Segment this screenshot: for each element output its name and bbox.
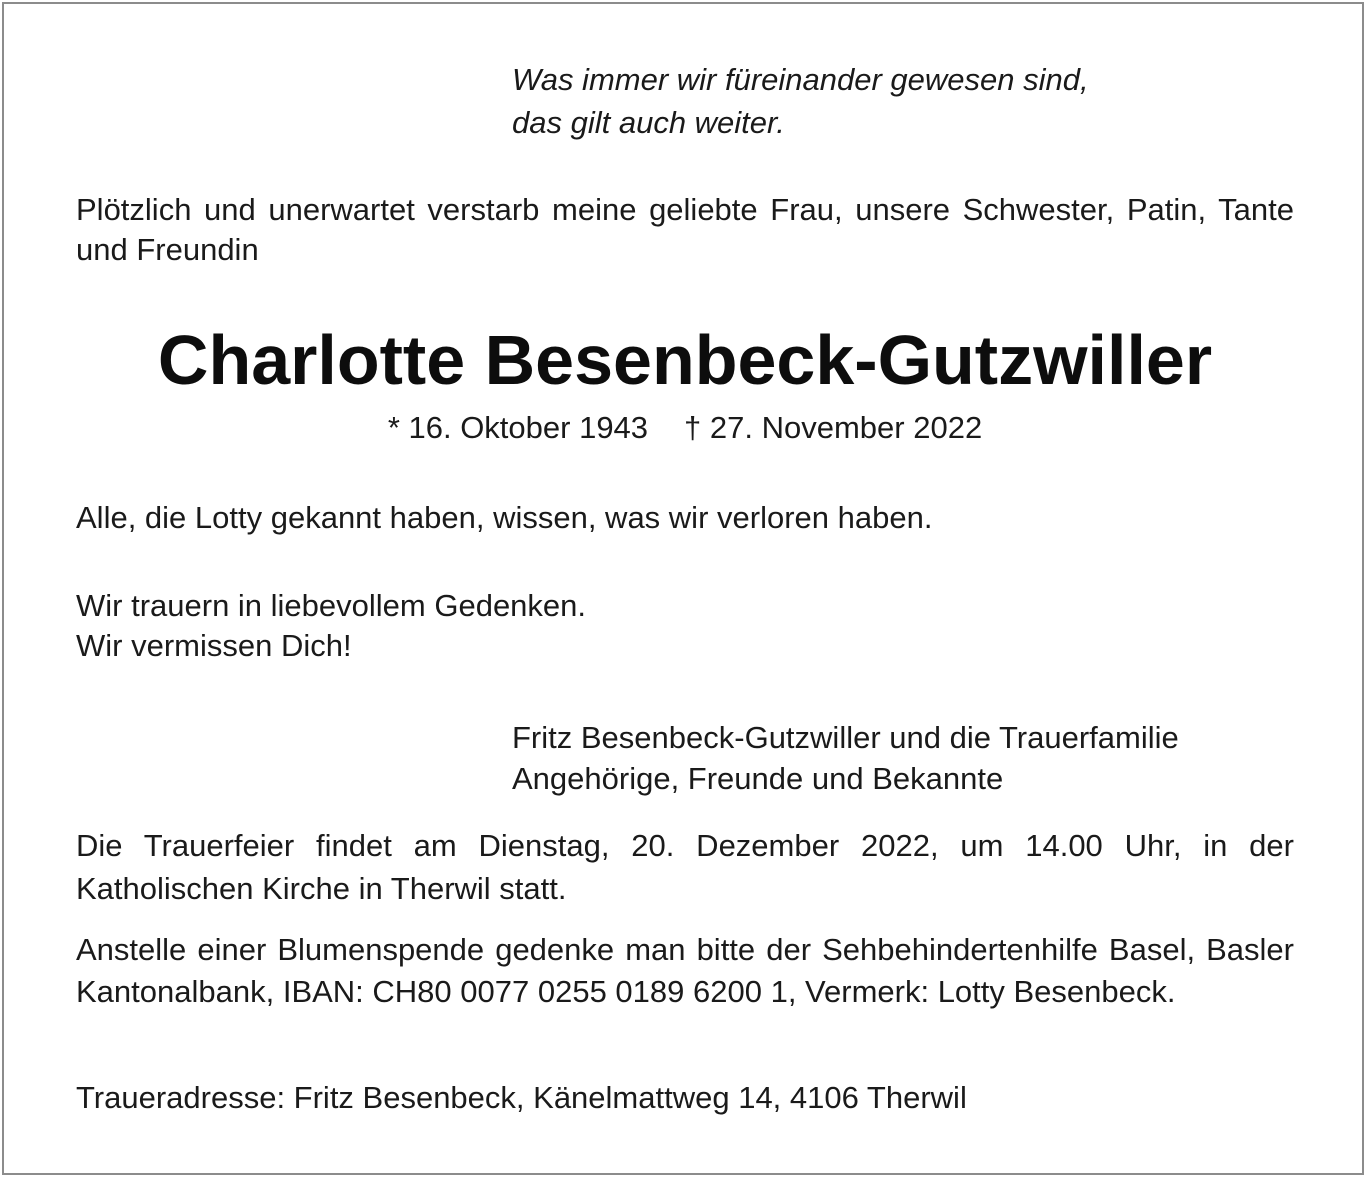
mourning-line-1: Wir trauern in liebevollem Gedenken. <box>76 588 587 623</box>
deceased-name: Charlotte Besenbeck-Gutzwiller <box>157 321 1213 399</box>
mourning-address: Traueradresse: Fritz Besenbeck, Känelmattweg 14, 4106 Therwil <box>76 1080 967 1115</box>
mourning-text <box>76 586 1294 666</box>
ceremony-info: Die Trauerfeier findet am Dienstag, 20. Dezember 2022, um 14.00 Uhr, in der Katholischen Kirche in Therwil statt. <box>76 828 1294 906</box>
death-date: † 27. November 2022 <box>684 410 983 445</box>
signers-block <box>512 717 1179 799</box>
signers-line-2: Angehörige, Freunde und Bekannte <box>512 761 1004 796</box>
life-dates <box>0 408 1370 448</box>
birth-date: * 16. Oktober 1943 <box>387 410 649 445</box>
motto-quote <box>512 58 1089 144</box>
donation-info: Anstelle einer Blumenspende gedenke man bitte der Sehbehindertenhilfe Basel, Basler Kantonalbank, IBAN: CH80 0077 0255 0189 6200 1, Vermerk: Lotty Besenbeck. <box>76 932 1294 1009</box>
signers-line-1: Fritz Besenbeck-Gutzwiller und die Trauerfamilie <box>512 720 1179 755</box>
mourning-line-2: Wir vermissen Dich! <box>76 628 352 663</box>
remembrance-line: Alle, die Lotty gekannt haben, wissen, was wir verloren haben. <box>76 500 933 535</box>
motto-line-2: das gilt auch weiter. <box>512 105 785 140</box>
motto-line-1: Was immer wir füreinander gewesen sind, <box>512 62 1089 97</box>
intro-text: Plötzlich und unerwartet verstarb meine geliebte Frau, unsere Schwester, Patin, Tante und Freundin <box>76 192 1294 267</box>
